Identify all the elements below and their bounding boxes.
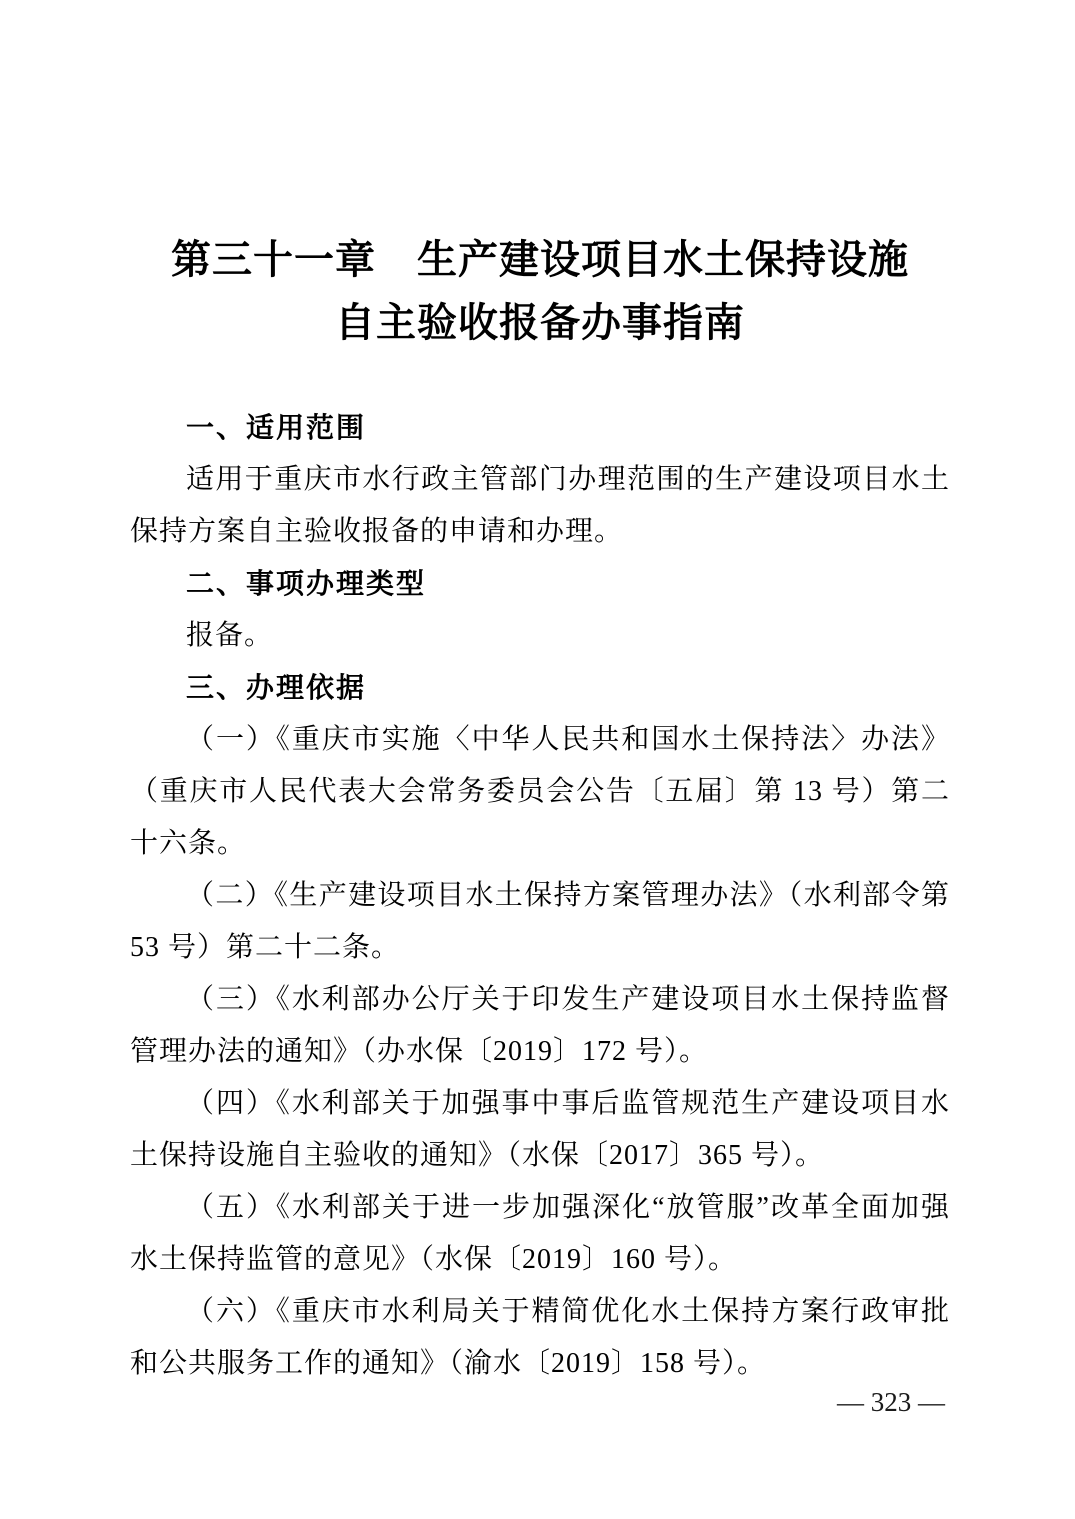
- paragraph-scope: 适用于重庆市水行政主管部门办理范围的生产建设项目水土保持方案自主验收报备的申请和办理。: [130, 464, 950, 547]
- legal-basis-item-1: （一）《重庆市实施〈中华人民共和国水土保持法〉办法》（重庆市人民代表大会常务委员会公告〔五届〕第 13 号）第二十六条。: [130, 724, 950, 859]
- section-heading-scope: 一、适用范围: [186, 412, 367, 443]
- legal-basis-item-6: （六）《重庆市水利局关于精简优化水土保持方案行政审批和公共服务工作的通知》（渝水〔2019〕158 号）。: [130, 1296, 950, 1379]
- chapter-title-line-1: 第三十一章 生产建设项目水土保持设施: [171, 237, 909, 282]
- legal-basis-item-2: （二）《生产建设项目水土保持方案管理办法》（水利部令第 53 号）第二十二条。: [130, 880, 950, 963]
- legal-basis-item-4: （四）《水利部关于加强事中事后监管规范生产建设项目水土保持设施自主验收的通知》（水保〔2017〕365 号）。: [130, 1088, 950, 1171]
- section-heading-legal-basis: 三、办理依据: [186, 672, 367, 703]
- legal-basis-item-3: （三）《水利部办公厅关于印发生产建设项目水土保持监督管理办法的通知》（办水保〔2019〕172 号）。: [130, 984, 950, 1067]
- section-heading-handling-type: 二、事项办理类型: [186, 568, 427, 599]
- chapter-title: [130, 0, 950, 354]
- chapter-title-line-2: 自主验收报备办事指南: [335, 300, 745, 345]
- document-body: [130, 402, 950, 1390]
- page-number: — 323 —: [837, 1387, 945, 1417]
- legal-basis-item-5: （五）《水利部关于进一步加强深化“放管服”改革全面加强水土保持监管的意见》（水保〔2019〕160 号）。: [130, 1192, 950, 1275]
- paragraph-handling-type: 报备。: [186, 620, 274, 651]
